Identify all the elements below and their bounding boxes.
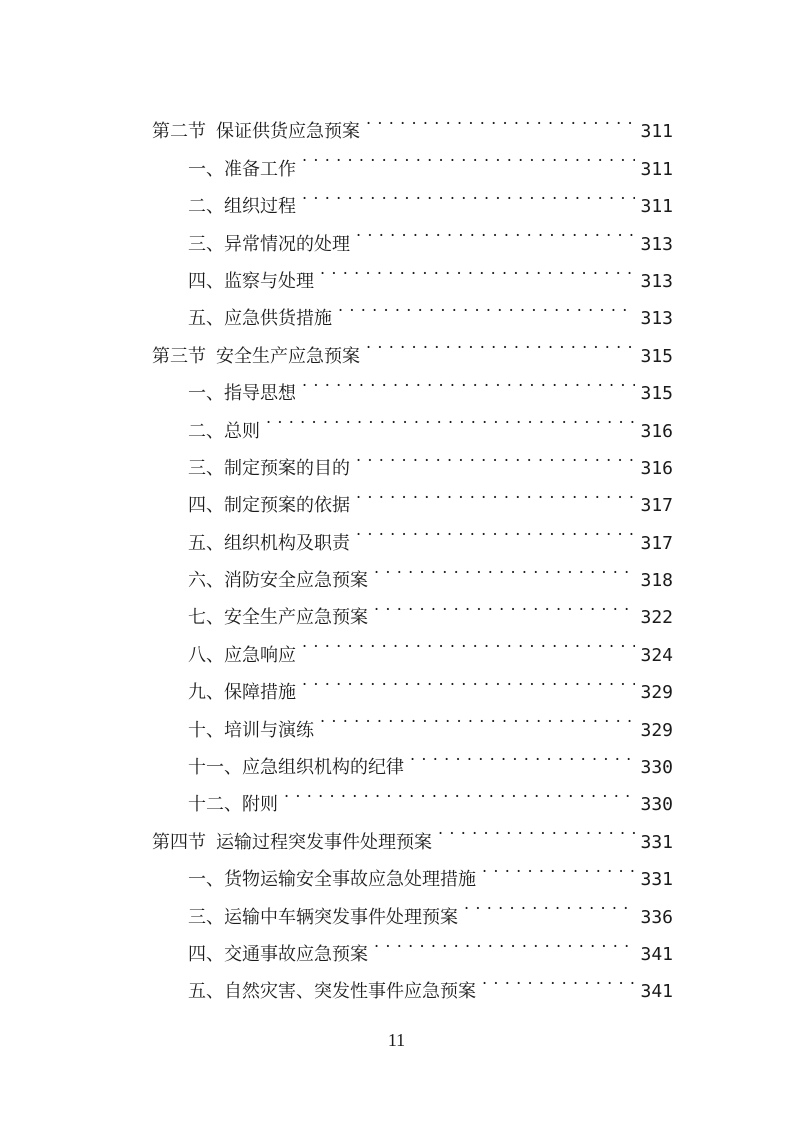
toc-page-number: 329: [640, 682, 673, 704]
toc-entry-text: 九、保障措施: [188, 682, 296, 704]
toc-page-number: 331: [640, 869, 673, 891]
toc-entry-text: 三、运输中车辆突发事件处理预案: [188, 906, 458, 928]
toc-entry-text: 六、消防安全应急预案: [188, 570, 368, 592]
toc-entry-title: [188, 786, 278, 823]
toc-entry-title: [188, 151, 296, 188]
toc-page-number: 336: [640, 906, 673, 928]
toc-page-number: 317: [640, 532, 673, 554]
toc-dot-leader: [356, 212, 635, 249]
toc-page-number: 330: [640, 757, 673, 779]
toc-page-number: 311: [640, 158, 673, 180]
toc-dot-leader: [302, 175, 635, 212]
toc-entry-title: [188, 973, 476, 1010]
toc-dot-leader: [302, 623, 635, 660]
toc-entry-text: 四、制定预案的依据: [188, 495, 350, 517]
toc-page-number: 316: [640, 420, 673, 442]
toc-dot-leader: [482, 848, 635, 885]
toc-entry-text: 八、应急响应: [188, 644, 296, 666]
toc-dot-leader: [374, 923, 635, 960]
toc-entry-title: [188, 936, 368, 973]
toc-section-label: 第四节: [152, 831, 206, 853]
toc-entry-text: 十二、附则: [188, 794, 278, 816]
toc-entry-text: 四、交通事故应急预案: [188, 943, 368, 965]
toc-dot-leader: [366, 100, 635, 137]
toc-entry-text: 五、自然灾害、突发性事件应急预案: [188, 981, 476, 1003]
toc-page-number: 318: [640, 570, 673, 592]
toc-entry-text: 三、异常情况的处理: [188, 233, 350, 255]
toc-dot-leader: [284, 773, 635, 810]
toc-page-number: 311: [640, 121, 673, 143]
toc-page-number: 315: [640, 383, 673, 405]
toc-entry-text: 四、监察与处理: [188, 270, 314, 292]
toc-page-number: 315: [640, 345, 673, 367]
toc-section-label: 第二节: [152, 121, 206, 143]
toc-entry-text: 二、总则: [188, 420, 260, 442]
toc-entry-title: [188, 637, 296, 674]
toc-entry-text: 三、制定预案的目的: [188, 457, 350, 479]
toc-entry-text: 七、安全生产应急预案: [188, 607, 368, 629]
toc-entry-title: [188, 450, 350, 487]
toc-dot-leader: [438, 810, 635, 847]
toc-page-number: 313: [640, 233, 673, 255]
toc-entry-text: 保证供货应急预案: [216, 121, 360, 143]
toc-dot-leader: [410, 736, 635, 773]
toc-dot-leader: [464, 885, 635, 922]
toc-entry-text: 十、培训与演练: [188, 719, 314, 741]
toc-entry-title: [188, 674, 296, 711]
toc-entry-title: [188, 525, 350, 562]
toc-dot-leader: [356, 474, 635, 511]
toc-section-label: 第三节: [152, 345, 206, 367]
toc-entry-text: 二、组织过程: [188, 196, 296, 218]
toc-entry-title: [188, 861, 476, 898]
toc-entry-text: 五、组织机构及职责: [188, 532, 350, 554]
toc-page-number: 341: [640, 943, 673, 965]
table-of-contents: [152, 100, 673, 1003]
toc-page-number: 317: [640, 495, 673, 517]
toc-page-number: 331: [640, 831, 673, 853]
toc-dot-leader: [266, 399, 635, 436]
toc-dot-leader: [482, 960, 635, 997]
toc-dot-leader: [374, 586, 635, 623]
toc-dot-leader: [320, 698, 635, 735]
toc-dot-leader: [356, 511, 635, 548]
toc-section-entry[interactable]: [152, 100, 673, 143]
toc-page-number: 330: [640, 794, 673, 816]
toc-page-number: 313: [640, 270, 673, 292]
page-number: 11: [387, 1030, 406, 1050]
toc-dot-leader: [356, 437, 635, 474]
toc-dot-leader: [302, 661, 635, 698]
toc-page-number: 341: [640, 981, 673, 1003]
toc-page-number: 322: [640, 607, 673, 629]
toc-entry-title: [188, 263, 314, 300]
toc-entry-text: 运输过程突发事件处理预案: [216, 831, 432, 853]
toc-dot-leader: [302, 137, 635, 174]
toc-entry-title: [188, 413, 260, 450]
toc-dot-leader: [366, 324, 635, 361]
toc-entry-title: [188, 712, 314, 749]
toc-page-number: 311: [640, 196, 673, 218]
toc-entry-title: [188, 188, 296, 225]
toc-dot-leader: [338, 287, 635, 324]
toc-page-number: 329: [640, 719, 673, 741]
toc-entry-title: [188, 487, 350, 524]
toc-entry-text: 五、应急供货措施: [188, 308, 332, 330]
toc-dot-leader: [302, 362, 635, 399]
toc-page-number: 316: [640, 457, 673, 479]
toc-page-number: 313: [640, 308, 673, 330]
toc-entry-title: [188, 562, 368, 599]
toc-entry-title: [152, 824, 432, 861]
toc-entry-text: 一、货物运输安全事故应急处理措施: [188, 869, 476, 891]
toc-entry-text: 安全生产应急预案: [216, 345, 360, 367]
toc-dot-leader: [374, 549, 635, 586]
toc-page-number: 324: [640, 644, 673, 666]
toc-entry-title: [188, 300, 332, 337]
toc-dot-leader: [320, 250, 635, 287]
toc-entry-text: 十一、应急组织机构的纪律: [188, 757, 404, 779]
toc-entry-text: 一、准备工作: [188, 158, 296, 180]
toc-entry-text: 一、指导思想: [188, 383, 296, 405]
